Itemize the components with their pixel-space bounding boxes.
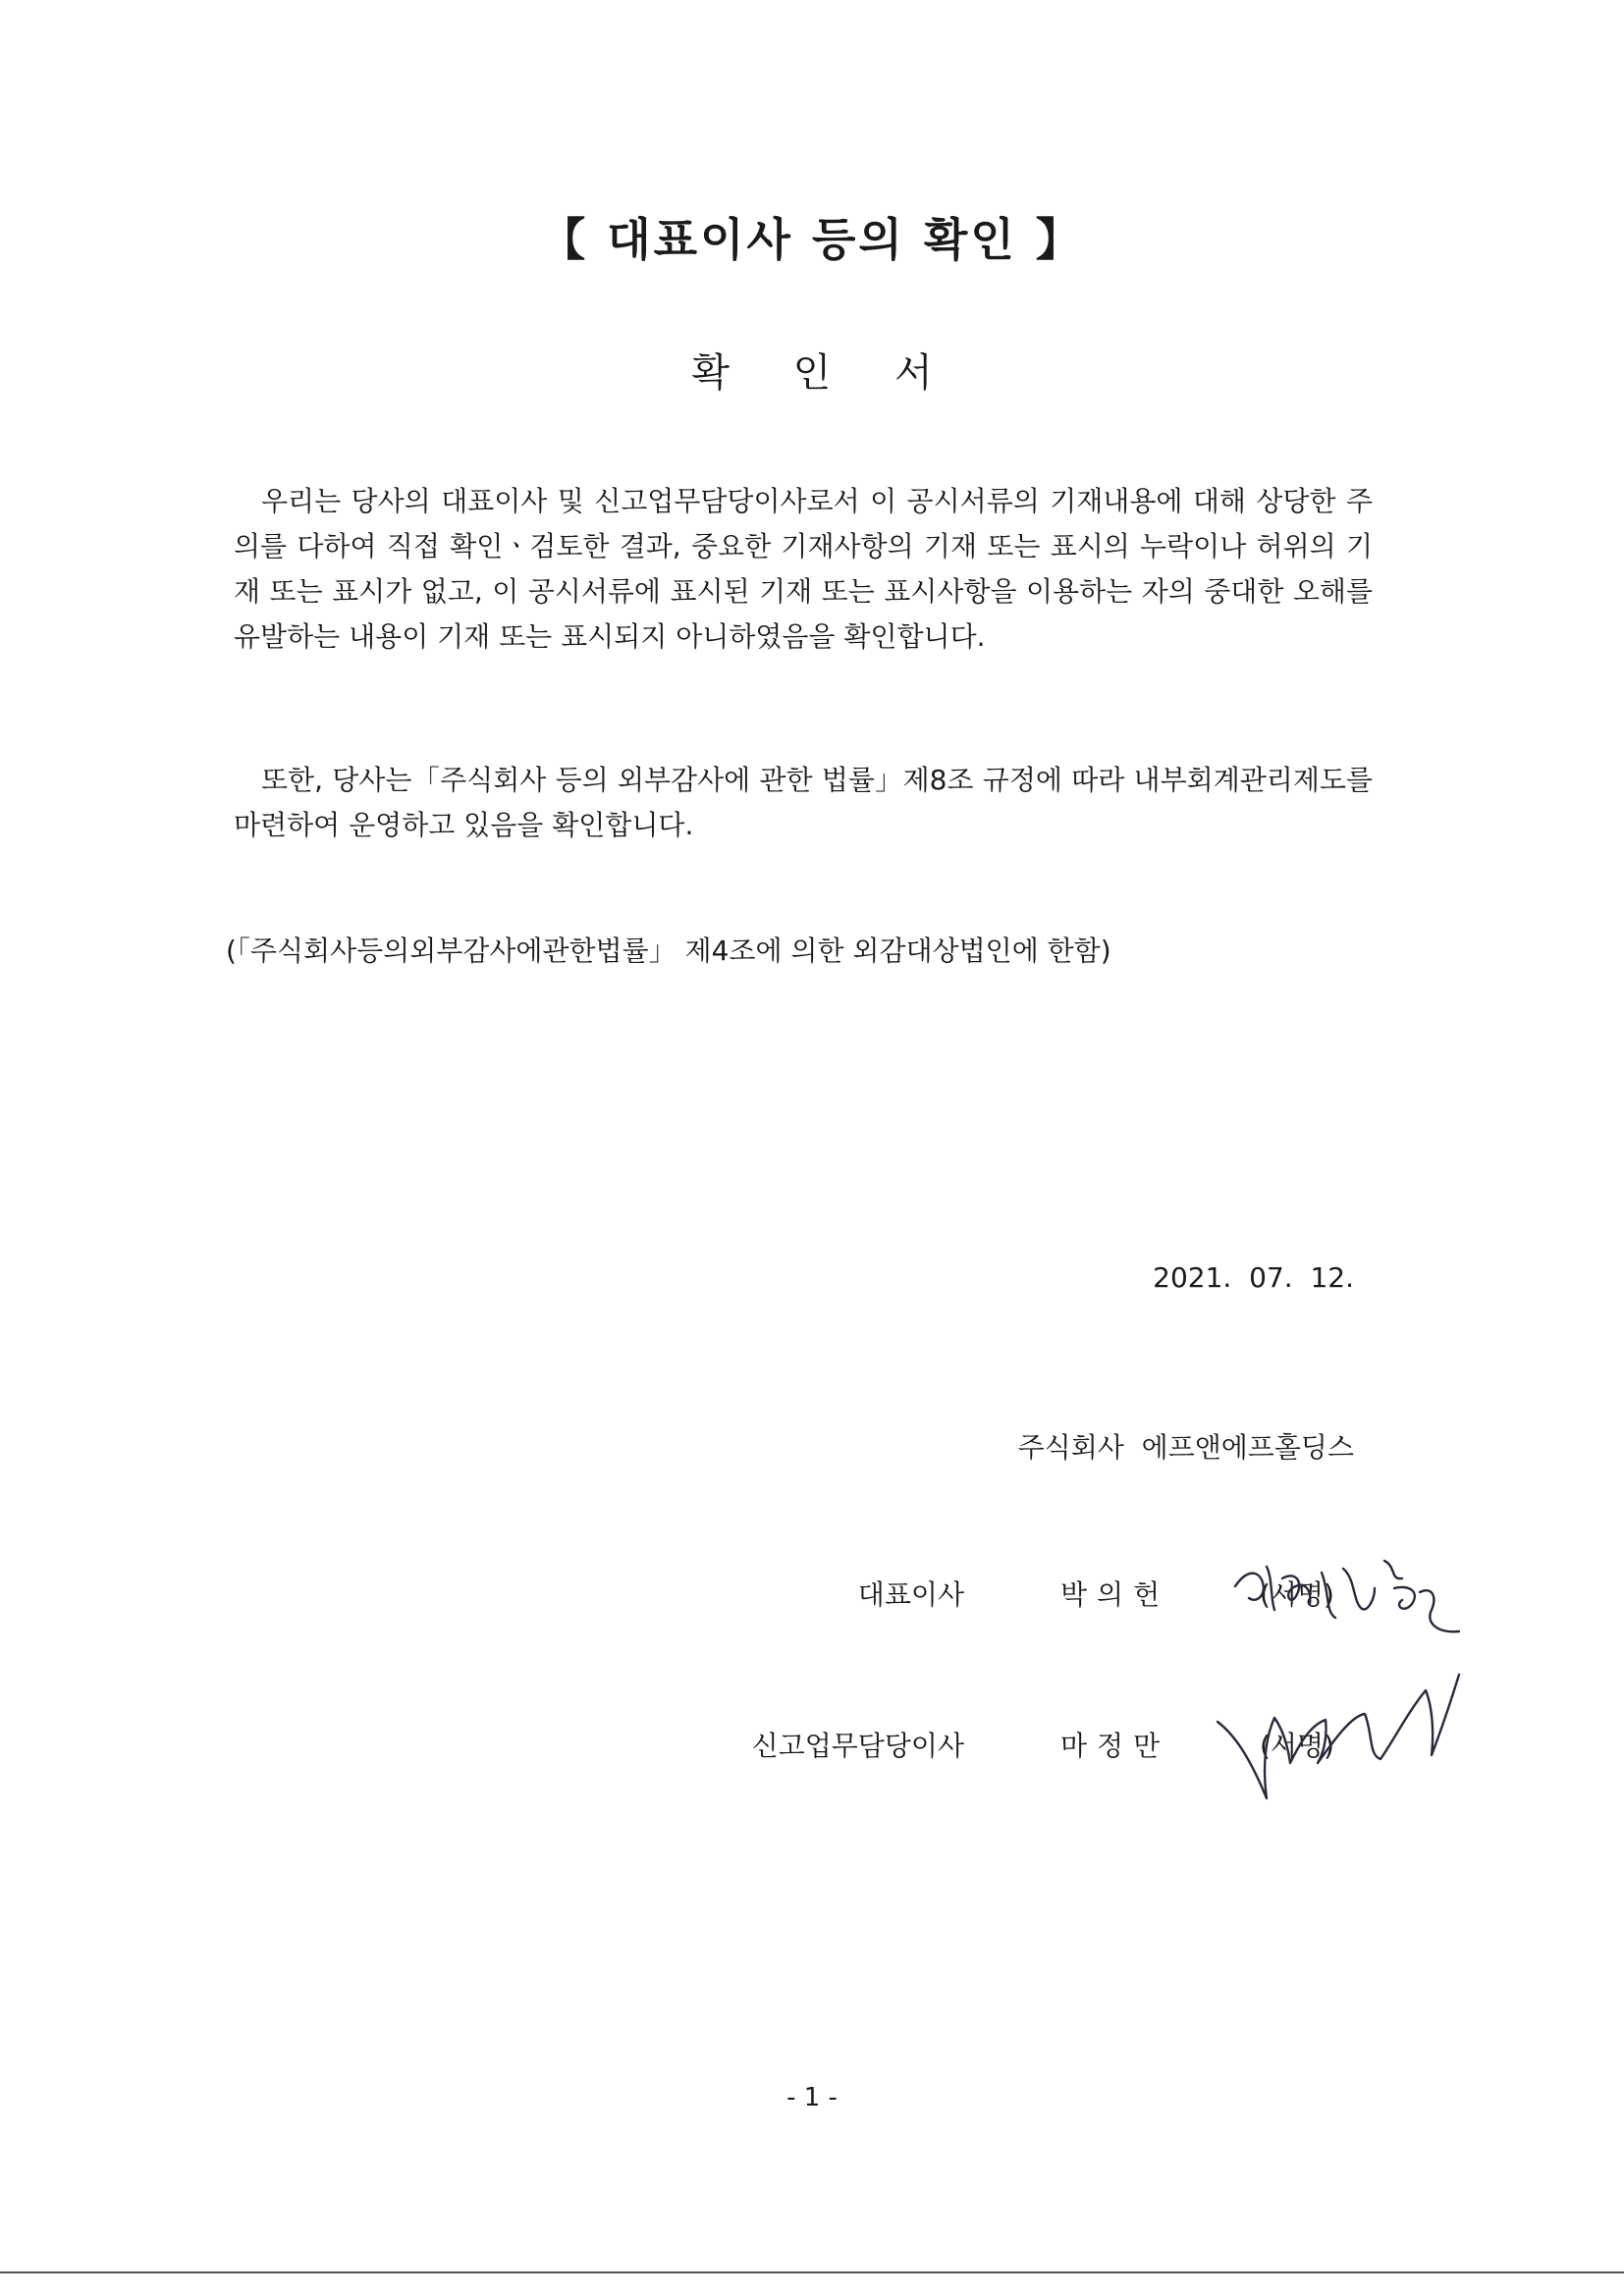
signature-row-ceo bbox=[0, 1574, 1624, 1623]
signature-mark-label: (서명) bbox=[1260, 1730, 1334, 1762]
signatory-name: 박의헌 bbox=[1060, 1578, 1170, 1611]
signature-row-disclosure-officer bbox=[0, 1725, 1624, 1774]
confirmation-paragraph-2: 또한, 당사는「주식회사 등의 외부감사에 관한 법률」제8조 규정에 따라 내부회계관리제도를 마련하여 운영하고 있음을 확인합니다. bbox=[234, 764, 1373, 841]
document-title: 【 대표이사 등의 확인 】 bbox=[540, 213, 1084, 266]
signature-mark-label: (서명) bbox=[1260, 1578, 1334, 1611]
document-subtitle: 확 인 서 bbox=[691, 350, 958, 396]
applicability-note: (「주식회사등의외부감사에관한법률」 제4조에 의한 외감대상법인에 한함) bbox=[226, 934, 1111, 967]
bottom-edge-line bbox=[0, 2271, 1624, 2273]
signatory-role: 대표이사 bbox=[857, 1578, 964, 1611]
confirmation-paragraph-1: 우리는 당사의 대표이사 및 신고업무담당이사로서 이 공시서류의 기재내용에 대해 상당한 주의를 다하여 직접 확인ㆍ검토한 결과, 중요한 기재사항의 기재 또는 표시의 누락이나 허위의 기재 또는 표시가 없고, 이 공시서류에 표시된 기재 또는 표시사항을 이용하는 자의 중대한 오해를 유발하는 내용이 기재 또는 표시되지 아니하였음을 확인합니다. bbox=[234, 485, 1373, 653]
signatory-role: 신고업무담당이사 bbox=[751, 1730, 964, 1762]
document-date: 2021. 07. 12. bbox=[1153, 1261, 1354, 1294]
page-number: - 1 - bbox=[786, 2083, 838, 2112]
company-name: 주식회사 에프앤에프홀딩스 bbox=[1017, 1431, 1354, 1464]
signatory-name: 마정만 bbox=[1060, 1730, 1170, 1762]
